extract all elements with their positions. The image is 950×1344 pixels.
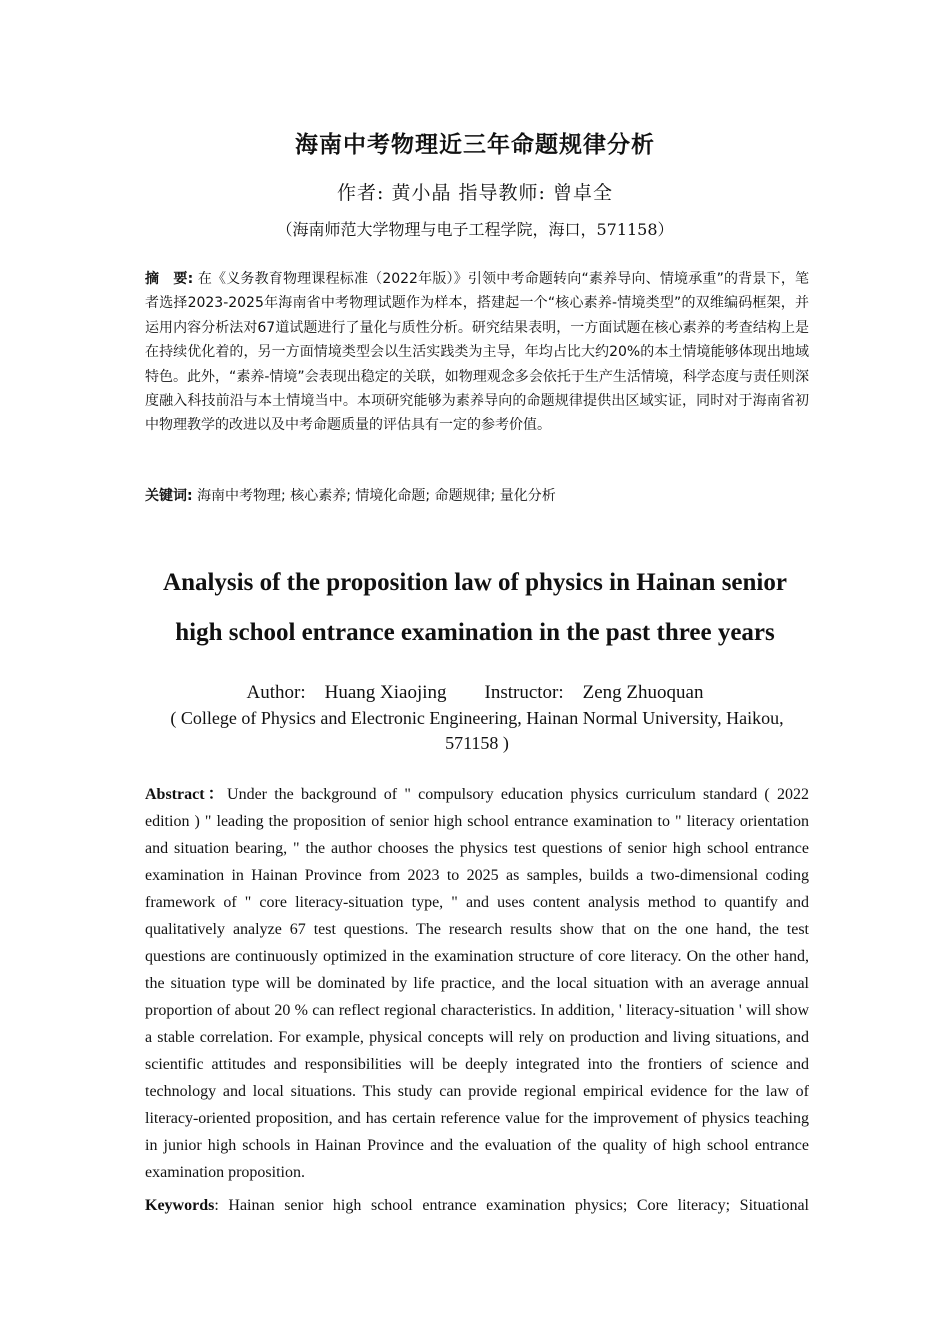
english-affiliation: ( College of Physics and Electronic Engineering, Hainan Normal University, Haikou, 571158 ) bbox=[170, 708, 784, 753]
english-abstract bbox=[145, 781, 809, 1186]
english-title bbox=[0, 558, 950, 658]
chinese-title: 海南中考物理近三年命题规律分析 bbox=[295, 132, 655, 158]
english-keywords bbox=[145, 1192, 809, 1219]
chinese-keywords-label: 关键词: bbox=[145, 488, 193, 504]
english-abstract-text: Under the background of " compulsory education physics curriculum standard ( 2022 edition ) " leading the proposition of senior high school entrance examination to " literacy orientation and situation bearing, " the author chooses the physics test questions of senior high school entrance examination in Hainan Province from 2023 to 2025 as samples, builds a two-dimensional coding framework of " core literacy-situation type, " and uses content analysis method to quantify and qualitatively analyze 67 test questions. The research results show that on the one hand, the test questions are continuously optimized in the examination structure of core literacy. On the other hand, the situation type will be dominated by life practice, and the local situation with an average annual proportion of about 20 % can reflect regional characteristics. In addition, ' literacy-situation ' will show a stable correlation. For example, physical concepts will rely on production and living situations, and scientific attitudes and responsibilities will be deeply integrated into the frontiers of science and technology and local situations. This study can provide regional empirical evidence for the law of literacy-oriented proposition, and has certain reference value for the improvement of physics teaching in junior high schools in Hainan Province and the evaluation of the quality of high school entrance examination proposition. bbox=[145, 786, 809, 1181]
english-keywords-label: Keywords bbox=[145, 1197, 215, 1214]
chinese-keywords-text: 海南中考物理; 核心素养; 情境化命题; 命题规律; 量化分析 bbox=[197, 488, 556, 504]
chinese-abstract-text: 在《义务教育物理课程标准（2022年版）》引领中考命题转向“素养导向、情境承重”的背景下，笔者选择2023-2025年海南省中考物理试题作为样本，搭建起一个“核心素养-情境类型”的双维编码框架，并运用内容分析法对67道试题进行了量化与质性分析。研究结果表明，一方面试题在核心素养的考查结构上是在持续优化着的，另一方面情境类型会以生活实践类为主导，年均占比大约20%的本土情境能够体现出地域特色。此外，“素养-情境”会表现出稳定的关联，如物理观念多会依托于生产生活情境，科学态度与责任则深度融入科技前沿与本土情境当中。本项研究能够为素养导向的命题规律提供出区域实证，同时对于海南省初中物理教学的改进以及中考命题质量的评估具有一定的参考价值。 bbox=[145, 271, 810, 434]
english-title-line-2: high school entrance examination in the past three years bbox=[175, 619, 775, 646]
chinese-abstract-label: 摘 要: bbox=[145, 271, 194, 287]
chinese-abstract bbox=[145, 267, 809, 438]
english-keywords-text: : Hainan senior high school entrance examination physics; Core literacy; Situational bbox=[214, 1197, 809, 1214]
chinese-keywords bbox=[145, 484, 809, 508]
chinese-affiliation: （海南师范大学物理与电子工程学院，海口，571158） bbox=[276, 220, 674, 239]
english-abstract-label: Abstract： bbox=[145, 786, 228, 803]
english-authors: Author: Huang Xiaojing Instructor: Zeng Zhuoquan bbox=[246, 682, 704, 703]
chinese-authors: 作者: 黄小晶 指导教师: 曾卓全 bbox=[337, 182, 613, 204]
english-title-line-1: Analysis of the proposition law of physics in Hainan senior bbox=[163, 569, 787, 596]
